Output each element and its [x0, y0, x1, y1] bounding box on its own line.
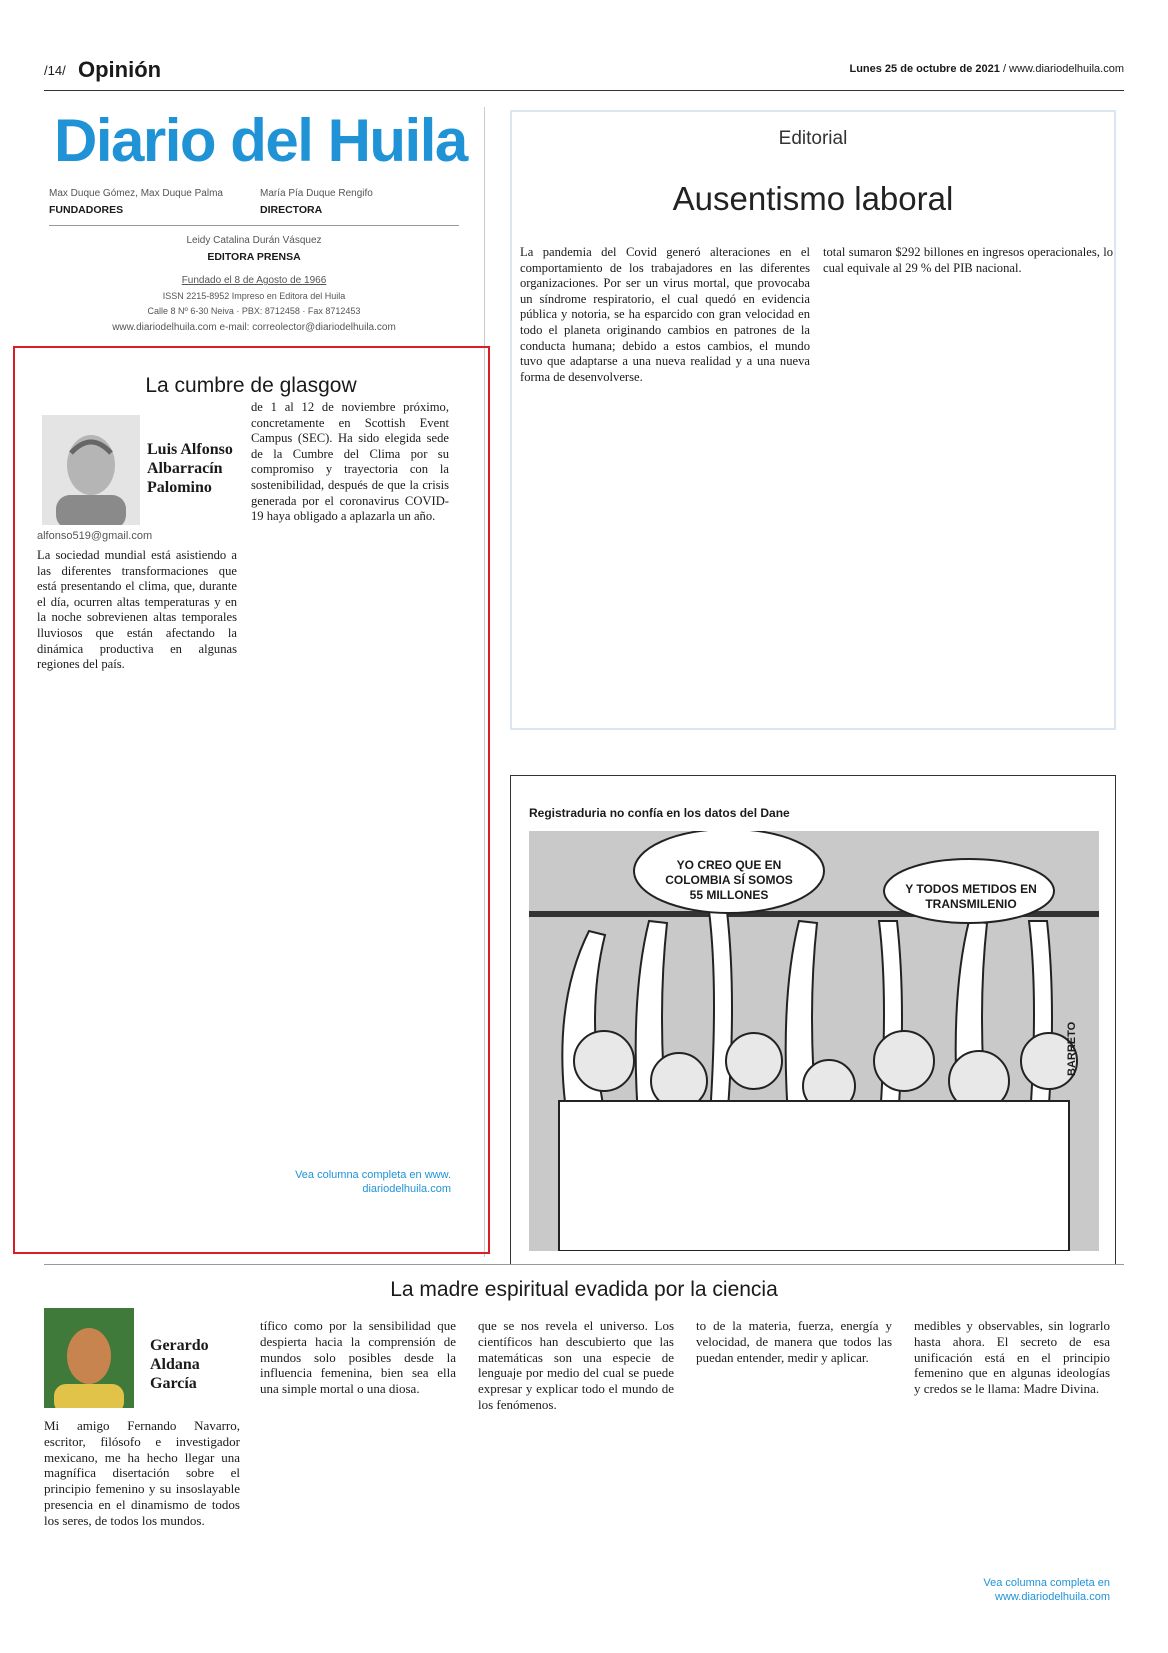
issn: ISSN 2215-8952 Impreso en Editora del Huila — [162, 291, 346, 301]
cartoon-caption: Registraduria no confía en los datos del Dane — [529, 806, 790, 820]
editor-label: EDITORA PRENSA — [207, 251, 301, 263]
editorial-title: Ausentismo laboral — [672, 180, 954, 217]
author-photo — [42, 415, 140, 525]
column-author: Luis Alfonso Albarracín Palomino — [147, 441, 233, 496]
masthead-title: Diario del Huila — [54, 107, 467, 174]
column-col-2: de 1 al 12 de noviembre próximo, concretamente en Scottish Event Campus (SEC). Ha sido elegida sede de la Cumbre del Clima por su compromiso y trayectoria con la sostenibilidad, después de que la crisis generada por el coronavirus COVID-19 haya obligado a aplazarla un año. — [251, 400, 449, 524]
column2-col-3: que se nos revela el universo. Los científicos han descubierto que las matemáticas son una especie de lenguaje por medio del cual se puede expresar y explicar todo el mundo de los fenómenos. — [478, 1318, 674, 1412]
author2-photo — [44, 1308, 134, 1408]
column2-more-link[interactable]: Vea columna completa en www.diariodelhuila.com — [983, 1577, 1110, 1603]
founders-label: FUNDADORES — [49, 204, 124, 216]
column-col-1: La sociedad mundial está asistiendo a las diferentes transformaciones que está presentando el clima, que, durante el día, ocurren altas temperaturas y en la noche sobrevienen altas temporales lluviosos que están afectando la dinámica productiva en algunas regiones del país. — [37, 548, 237, 672]
column-more-link[interactable]: Vea columna completa en www. diariodelhuila.com — [295, 1169, 451, 1195]
column-title: La cumbre de glasgow — [145, 374, 357, 397]
founded-date: Fundado el 8 de Agosto de 1966 — [181, 275, 327, 286]
column2-col-1: Mi amigo Fernando Navarro, escritor, filósofo e investigador mexicano, me ha hecho llegar una magnífica disertación sobre el principio femenino y su insoslayable presencia en el dinamismo de todos los seres, de todos los mundos. — [44, 1418, 240, 1528]
cartoon-panel — [510, 775, 1116, 1265]
header-date: Lunes 25 de octubre de 2021 / www.diariodelhuila.com — [849, 63, 1124, 75]
founders-names: Max Duque Gómez, Max Duque Palma — [49, 188, 223, 199]
column2-col-2: tífico como por la sensibilidad que despierta hacia la comprensión de mundos solo posibles desde la influencia femenina, bien sea ella una simple mortal o una diosa. — [260, 1318, 456, 1397]
editor-name: Leidy Catalina Durán Vásquez — [186, 235, 322, 246]
editorial-kicker: Editorial — [778, 128, 848, 149]
column-frame — [13, 346, 490, 1254]
editorial-col-1: La pandemia del Covid generó alteraciones en el comportamiento de los trabajadores en las diferentes organizaciones. Por ser un virus mortal, que provocaba un síndrome respiratorio, el cual quedó en evidencia pública y notoria, se ha esparcido con gran velocidad en todo el planeta originando cambios en patrones de la conducta humana; debido a estos cambios, el mundo tuvo que adaptarse a una nueva realidad y a una nueva forma de desenvolverse. — [520, 245, 810, 384]
director-name: María Pía Duque Rengifo — [260, 188, 373, 199]
column2-col-4: to de la materia, fuerza, energía y velocidad, de manera que todos las puedan entender, medir y aplicar. — [696, 1318, 892, 1365]
speech-bubble-1: YO CREO QUE EN COLOMBIA SÍ SOMOS 55 MILLONES — [665, 858, 793, 902]
address: Calle 8 Nº 6-30 Neiva · PBX: 8712458 · Fax 8712453 — [147, 306, 361, 316]
column2-col-5: medibles y observables, sin lograrlo hasta ahora. El secreto de esa unificación está en el principio femenino que en algunas ideologías y credos se le llama: Madre Divina. — [914, 1318, 1110, 1397]
cartoonist-signature: BARRETO — [1066, 1021, 1078, 1076]
speech-bubble-2: Y TODOS METIDOS EN TRANSMILENIO — [905, 882, 1037, 911]
author-email: alfonso519@gmail.com — [37, 530, 153, 542]
header-rule — [44, 90, 1124, 91]
director-label: DIRECTORA — [260, 204, 323, 216]
section-rule — [44, 1264, 1124, 1265]
editorial-col-2: total sumaron $292 billones en ingresos operacionales, lo cual equivale al 29 % del PIB nacional. — [823, 245, 1113, 275]
section-title: Opinión — [78, 57, 162, 82]
editorial-box — [510, 110, 1116, 730]
column2-author: Gerardo Aldana García — [150, 1337, 209, 1392]
masthead-rule — [49, 225, 459, 226]
page-number: /14/ — [44, 63, 66, 78]
column2-title: La madre espiritual evadida por la ciencia — [390, 1278, 778, 1301]
contact-web: www.diariodelhuila.com e-mail: correolector@diariodelhuila.com — [112, 322, 396, 333]
